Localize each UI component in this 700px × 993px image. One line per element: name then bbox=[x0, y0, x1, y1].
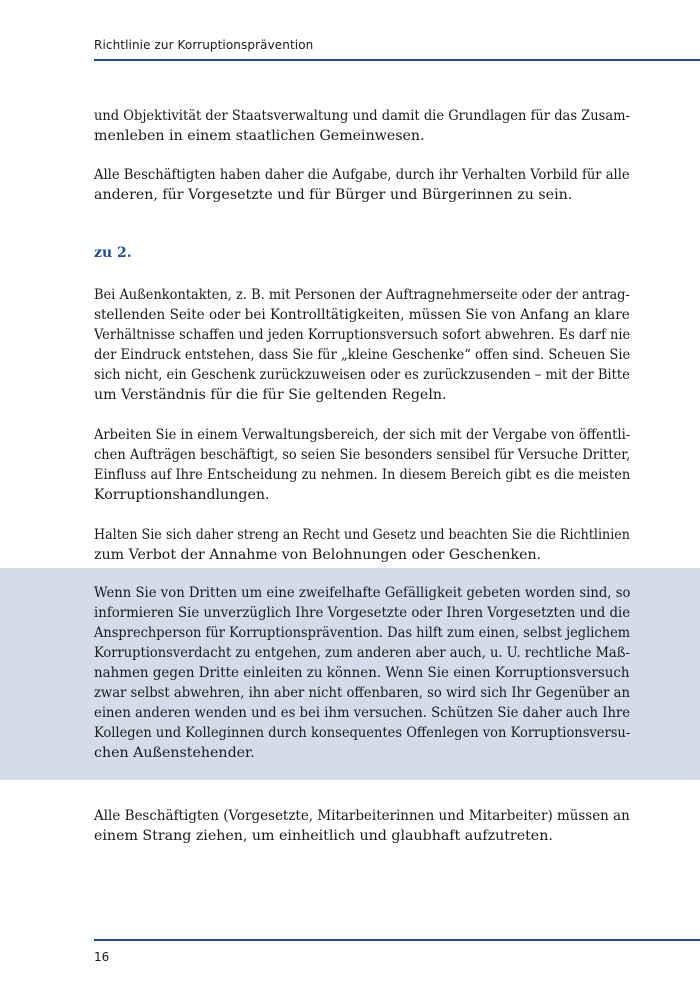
text-line: der Eindruck entstehen, dass Sie für „kleine Geschenke“ offen sind. Scheuen Sie bbox=[94, 347, 631, 363]
text-line: Alle Beschäftigten (Vorgesetzte, Mitarbeiterinnen und Mitarbeiter) müssen an bbox=[94, 808, 630, 824]
text-line: zwar selbst abwehren, ihn aber nicht offenbaren, so wird sich Ihr Gegenüber an bbox=[94, 685, 630, 701]
text-line: nahmen gegen Dritte einleiten zu können. Wenn Sie einen Korruptionsversuch bbox=[94, 665, 630, 681]
procurement-paragraph bbox=[94, 425, 630, 505]
text-line: Kollegen und Kolleginnen durch konsequentes Offenlegen von Korruptionsversu- bbox=[94, 725, 631, 741]
external-contacts-paragraph bbox=[94, 285, 630, 405]
role-model-paragraph bbox=[94, 165, 630, 205]
text-line: chen Außenstehender. bbox=[94, 745, 255, 761]
text-line: Verhältnisse schaffen und jeden Korruptionsversuch sofort abwehren. Es darf nie bbox=[94, 327, 631, 343]
text-line: chen Aufträgen beschäftigt, so seien Sie besonders sensibel für Versuche Dritter, bbox=[94, 447, 631, 463]
text-line: anderen, für Vorgesetzte und für Bürger und Bürgerinnen zu sein. bbox=[94, 187, 573, 203]
text-line: sich nicht, ein Geschenk zurückzuweisen oder es zurückzusenden – mit der Bitte bbox=[94, 367, 630, 383]
page-number: 16 bbox=[94, 950, 110, 964]
text-line: um Verständnis für die für Sie geltenden Regeln. bbox=[94, 387, 447, 403]
text-line: stellenden Seite oder bei Kontrolltätigkeiten, müssen Sie von Anfang an klare bbox=[94, 307, 630, 323]
text-line: Korruptionshandlungen. bbox=[94, 487, 270, 503]
header-rule bbox=[94, 59, 700, 61]
intro-paragraph bbox=[94, 106, 630, 146]
text-line: informieren Sie unverzüglich Ihre Vorgesetzte oder Ihren Vorgesetzten und die bbox=[94, 605, 631, 621]
footer-rule bbox=[94, 939, 700, 941]
section-label: zu 2. bbox=[94, 245, 132, 261]
text-line: Alle Beschäftigten haben daher die Aufgabe, durch ihr Verhalten Vorbild für alle bbox=[94, 167, 630, 183]
text-line: Wenn Sie von Dritten um eine zweifelhafte Gefälligkeit gebeten worden sind, so bbox=[94, 585, 631, 601]
text-line: Einfluss auf Ihre Entscheidung zu nehmen. In diesem Bereich gibt es die meisten bbox=[94, 467, 631, 483]
text-line: Ansprechperson für Korruptionsprävention. Das hilft zum einen, selbst jeglichem bbox=[94, 625, 631, 641]
highlight-paragraph bbox=[94, 583, 630, 763]
text-line: Arbeiten Sie in einem Verwaltungsbereich, der sich mit der Vergabe von öffentli- bbox=[94, 427, 631, 443]
text-line: menleben in einem staatlichen Gemeinwesen. bbox=[94, 128, 425, 144]
text-line: einen anderen wenden und es bei ihm versuchen. Schützen Sie daher auch Ihre bbox=[94, 705, 631, 721]
header-title: Richtlinie zur Korruptionsprävention bbox=[94, 38, 314, 52]
text-line: einem Strang ziehen, um einheitlich und glaubhaft aufzutreten. bbox=[94, 828, 553, 844]
text-line: Korruptionsverdacht zu entgehen, zum anderen aber auch, u. U. rechtliche Maß- bbox=[94, 645, 630, 661]
closing-paragraph bbox=[94, 806, 630, 846]
text-line: Halten Sie sich daher streng an Recht und Gesetz und beachten Sie die Richtlinien bbox=[94, 527, 630, 543]
text-line: Bei Außenkontakten, z. B. mit Personen der Auftragnehmerseite oder der antrag- bbox=[94, 287, 630, 303]
law-paragraph bbox=[94, 525, 630, 565]
text-line: zum Verbot der Annahme von Belohnungen oder Geschenken. bbox=[94, 547, 542, 563]
text-line: und Objektivität der Staatsverwaltung und damit die Grundlagen für das Zusam- bbox=[94, 108, 630, 124]
